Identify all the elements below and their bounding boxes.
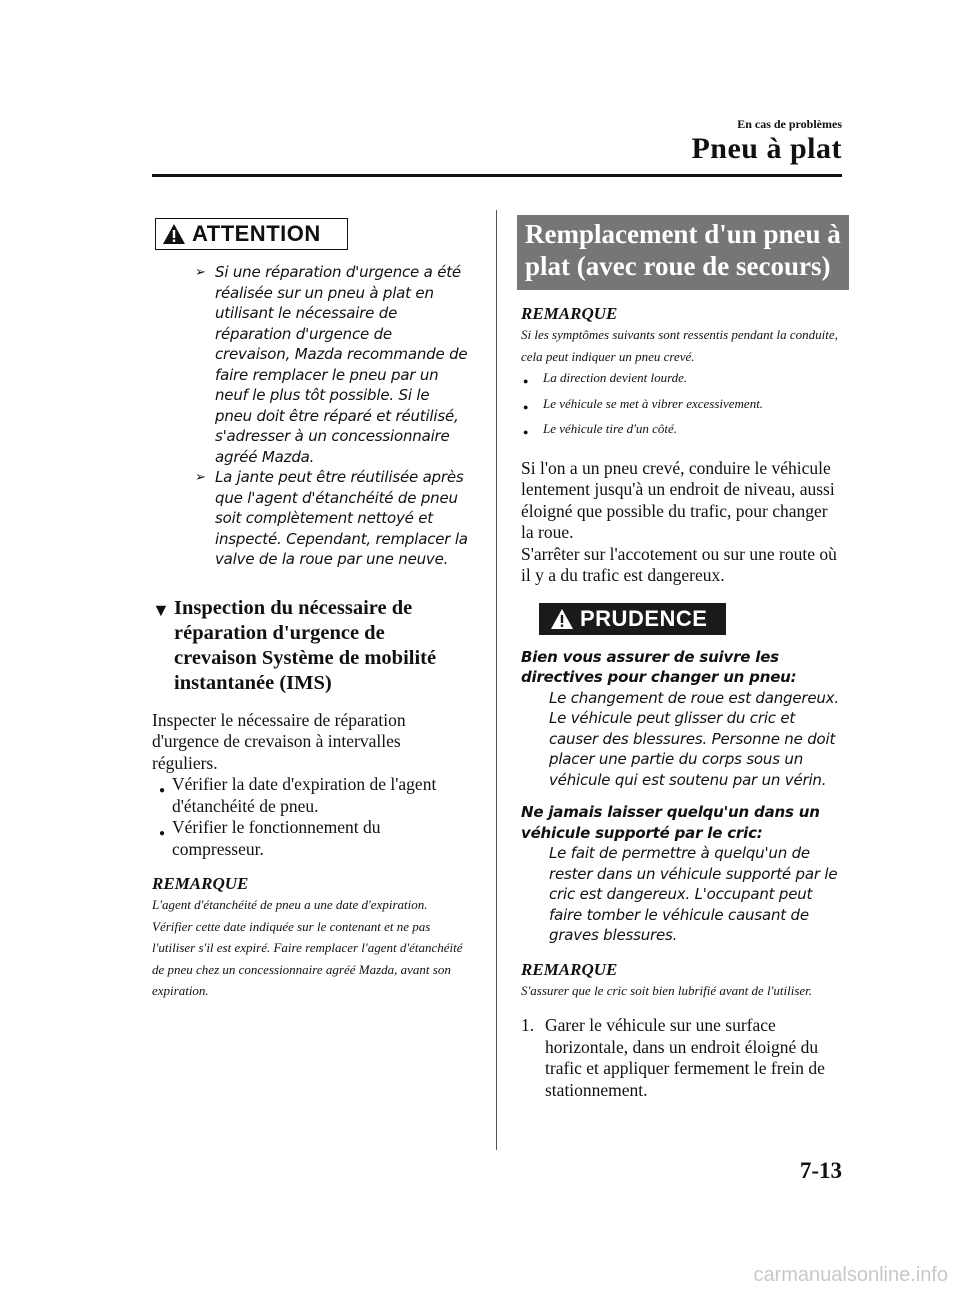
- prudence-body: Le fait de permettre à quelqu'un de rester dans un véhicule supporté par le cric est dangereux. L'occupant peut faire tomber le véhicule causant de graves blessures.: [549, 844, 838, 944]
- arrow-bullet-icon: ➢: [195, 470, 206, 485]
- prudence-lead: Bien vous assurer de suivre les directives pour changer un pneu:: [521, 647, 797, 686]
- list-item: [521, 393, 841, 419]
- remarque-title: REMARQUE: [152, 874, 249, 893]
- remarque-text: L'agent d'étanchéité de pneu a une date d'expiration. Vérifier cette date indiquée sur le contenant et ne pas l'utiliser s'il est expiré. Faire remplacer l'agent d'étanchéité de pneu chez un concessionnaire agréé Mazda, avant son expiration.: [152, 897, 463, 998]
- attention-box: [155, 218, 348, 250]
- remarque-title: REMARQUE: [521, 959, 618, 979]
- triangle-down-icon: ▼: [152, 599, 170, 620]
- attention-item-text: La jante peut être réutilisée après que l'agent d'étanchéité de pneu soit complètement nettoyé et inspecté. Cependant, remplacer la valve de la roue par une neuve.: [215, 468, 468, 568]
- list-item-text: Vérifier la date d'expiration de l'agent d'étanchéité de pneu.: [172, 774, 437, 816]
- list-item: [152, 774, 470, 817]
- section-title: En cas de problèmes: [737, 117, 842, 131]
- watermark: carmanualsonline.info: [753, 1264, 948, 1286]
- list-item-text: La direction devient lourde.: [543, 370, 688, 385]
- paragraph: S'arrêter sur l'accotement ou sur une route où il y a du trafic est dangereux.: [521, 543, 837, 585]
- bullet-icon: ●: [158, 828, 166, 839]
- attention-item: [195, 262, 470, 467]
- bullet-icon: ●: [523, 427, 529, 437]
- paragraph: Si l'on a un pneu crevé, conduire le véhicule lentement jusqu'à un endroit de niveau, aussi éloigné que possible du trafic, pour changer la roue.: [521, 457, 835, 542]
- list-item: [152, 817, 470, 860]
- warning-icon: [550, 608, 574, 630]
- arrow-bullet-icon: ➢: [195, 265, 206, 280]
- right-column: [521, 215, 841, 1101]
- list-item-text: Le véhicule tire d'un côté.: [543, 421, 678, 436]
- page-title: Pneu à plat: [691, 132, 842, 165]
- list-item: [521, 367, 841, 393]
- prudence-label: PRUDENCE: [580, 605, 708, 631]
- numbered-step: [521, 1015, 841, 1101]
- prudence-lead: Ne jamais laisser quelqu'un dans un véhicule supporté par le cric:: [521, 803, 820, 842]
- list-item-text: Le véhicule se met à vibrer excessivement.: [543, 395, 764, 411]
- attention-item-text: Si une réparation d'urgence a été réalisée sur un pneu à plat en utilisant le nécessaire de réparation d'urgence de crevaison, Mazda recommande de faire remplacer le pneu par un neuf le plus tôt possible. Si le pneu doit être réparé et réutilisé, s'adresser à un concessionnaire agréé Mazda.: [215, 263, 468, 466]
- list-item: [521, 418, 841, 444]
- header-rule: [152, 174, 842, 177]
- remarque-text: Si les symptômes suivants sont ressentis pendant la conduite, cela peut indiquer un pneu crevé.: [521, 327, 838, 364]
- subheading-text: Inspection du nécessaire de réparation d'urgence de crevaison Système de mobilité instantanée (IMS): [174, 596, 437, 694]
- prudence-box: [539, 603, 726, 635]
- bullet-icon: ●: [158, 785, 166, 796]
- section-banner: Remplacement d'un pneu à plat (avec roue de secours): [517, 215, 849, 290]
- list-item-text: Vérifier le fonctionnement du compresseur.: [172, 817, 381, 859]
- bullet-icon: ●: [523, 401, 529, 412]
- intro-paragraph: Inspecter le nécessaire de réparation d'urgence de crevaison à intervalles réguliers.: [152, 709, 406, 773]
- remarque-text: S'assurer que le cric soit bien lubrifié avant de l'utiliser.: [521, 982, 813, 998]
- attention-item: [195, 467, 470, 570]
- remarque-title: REMARQUE: [521, 304, 618, 323]
- step-number: 1.: [521, 1015, 535, 1035]
- step-text: Garer le véhicule sur une surface horizontale, dans un endroit éloigné du trafic et appliquer fermement le frein de stationnement.: [545, 1015, 825, 1100]
- bullet-icon: ●: [523, 376, 529, 386]
- attention-label: ATTENTION: [192, 221, 321, 246]
- prudence-box-wrap: [539, 601, 841, 647]
- left-column: [152, 218, 470, 1002]
- warning-icon: [162, 223, 186, 245]
- column-divider: [496, 210, 497, 1150]
- page-number: 7-13: [799, 1158, 842, 1183]
- subheading: [152, 596, 470, 696]
- prudence-body: Le changement de roue est dangereux. Le véhicule peut glisser du cric et causer des blessures. Personne ne doit placer une partie du corps sous un véhicule qui est soutenu par un vérin.: [549, 688, 839, 789]
